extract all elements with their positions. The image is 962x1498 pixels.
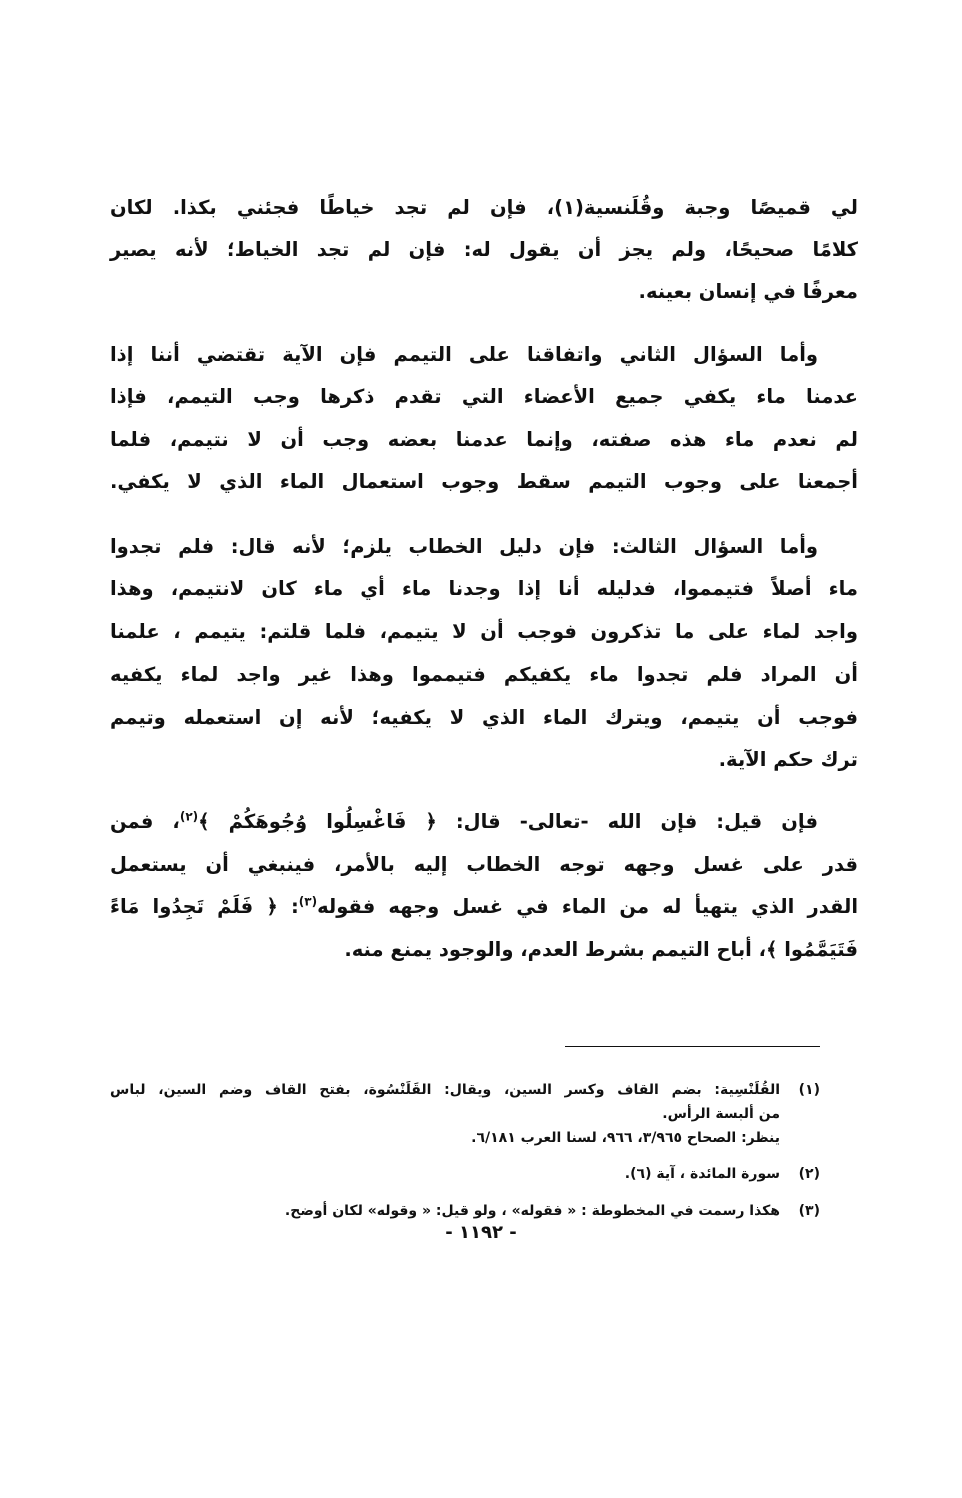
text-line: كلامًا صحيحًا، ولم يجز أن يقول له: فإن لم تجد الخياط؛ لأنه يصير [110,238,858,261]
paragraph-lead: فإن قيل: [716,810,818,833]
text-line: ترك حكم الآية. [718,748,858,771]
text-line [110,526,858,568]
page-number: - ١١٩٢ - [445,1222,517,1243]
text-line: أجمعنا على وجوب التيمم سقط وجوب استعمال الماء الذي لا يكفي. [110,470,858,493]
footnote-number: (٢) [798,1166,820,1182]
text-span: ، فمن [110,810,180,833]
footnote-ref[interactable]: (٢) [179,809,199,824]
text-line [110,886,858,928]
footnote-text: هكذا رسمت في المخطوطة : « فقوله» ، ولو قيل: « وقوله» لكان أوضح. [284,1203,780,1219]
footnote-text: القُلَنْسِية: بضم القاف وكسر السين، ويقال: القَلَنْسُوة، بفتح القاف وضم السين، لباس [110,1082,780,1098]
quran-quote: فَتَيَمَّمُوا ﴾ [766,938,858,961]
footnote-divider [565,1046,820,1047]
footnote-3 [0,1199,962,1223]
text-line [110,334,858,376]
footnote-number: (٣) [798,1203,820,1219]
text-line: عدمنا ماء يكفي جميع الأعضاء التي تقدم ذكرها وجب التيمم، فإذا [110,385,858,408]
paragraph-lead: وأما [779,535,818,558]
footnote-text: سورة المائدة ، آية (٦). [624,1166,780,1182]
text-line: واجد لماء على ما تذكرون فوجب أن لا يتيمم، فلما قلتم: يتيمم ، علمنا [110,620,858,643]
text-line: أن المراد فلم تجدوا ماء يكفيكم فتيمموا وهذا غير واجد لماء يكفيه [110,663,858,686]
footnote-1-line [0,1126,962,1150]
quran-quote: ﴿ فَلَمْ تَجِدُوا مَاءً [110,895,278,918]
text-line: لم نعدم ماء هذه صفته، وإنما عدمنا بعضه وجب أن لا نتيمم، فلما [110,428,858,451]
text-line: معرفًا في إنسان بعينه. [638,280,858,303]
text-line [110,929,858,971]
footnote-ref[interactable]: (٣) [298,894,318,909]
text-line: فوجب أن يتيمم، ويترك الماء الذي لا يكفيه؛ لأنه إن استعمله وتيمم [110,706,858,729]
text-span: القدر الذي يتهيأ له من الماء في غسل وجهه فقوله [317,895,858,918]
footnote-1-line [0,1102,962,1126]
footnote-text: من ألبسة الرأس. [662,1106,780,1122]
text-span: : [277,895,299,918]
paragraph-lead: وأما [779,343,818,366]
footnote-1 [0,1078,962,1102]
quran-quote: ﴿ فَاغْسِلُوا وُجُوهَكُمْ ﴾ [198,810,437,833]
footnote-text: ينظر: الصحاح ٣/٩٦٥، ٩٦٦، لسنا العرب ٦/١٨١. [471,1130,780,1146]
text-line: ماء أصلاً فتيمموا، فدليله أنا إذا وجدنا ماء أي ماء كان لانتيمم، وهذا [110,577,858,600]
text-line [110,801,858,843]
text-span: ، أباح التيمم بشرط العدم، والوجود يمنع منه. [344,938,767,961]
text-span: السؤال الثالث: فإن دليل الخطاب يلزم؛ لأنه قال: فلم تجدوا [110,535,780,558]
text-line: لي قميصًا وجبة وقُلَنسية(١)، فإن لم تجد خياطًا فجئني بكذا. لكان [110,196,858,219]
footnote-number: (١) [798,1082,820,1098]
text-span: السؤال الثاني واتفاقنا على التيمم فإن الآية تقتضي أننا إذا [110,343,780,366]
text-line: قدر على غسل وجهه توجه الخطاب إليه بالأمر، فينبغي أن يستعمل [110,853,858,876]
text-span: فإن الله -تعالى- قال: [436,810,717,833]
footnote-2 [0,1162,962,1186]
